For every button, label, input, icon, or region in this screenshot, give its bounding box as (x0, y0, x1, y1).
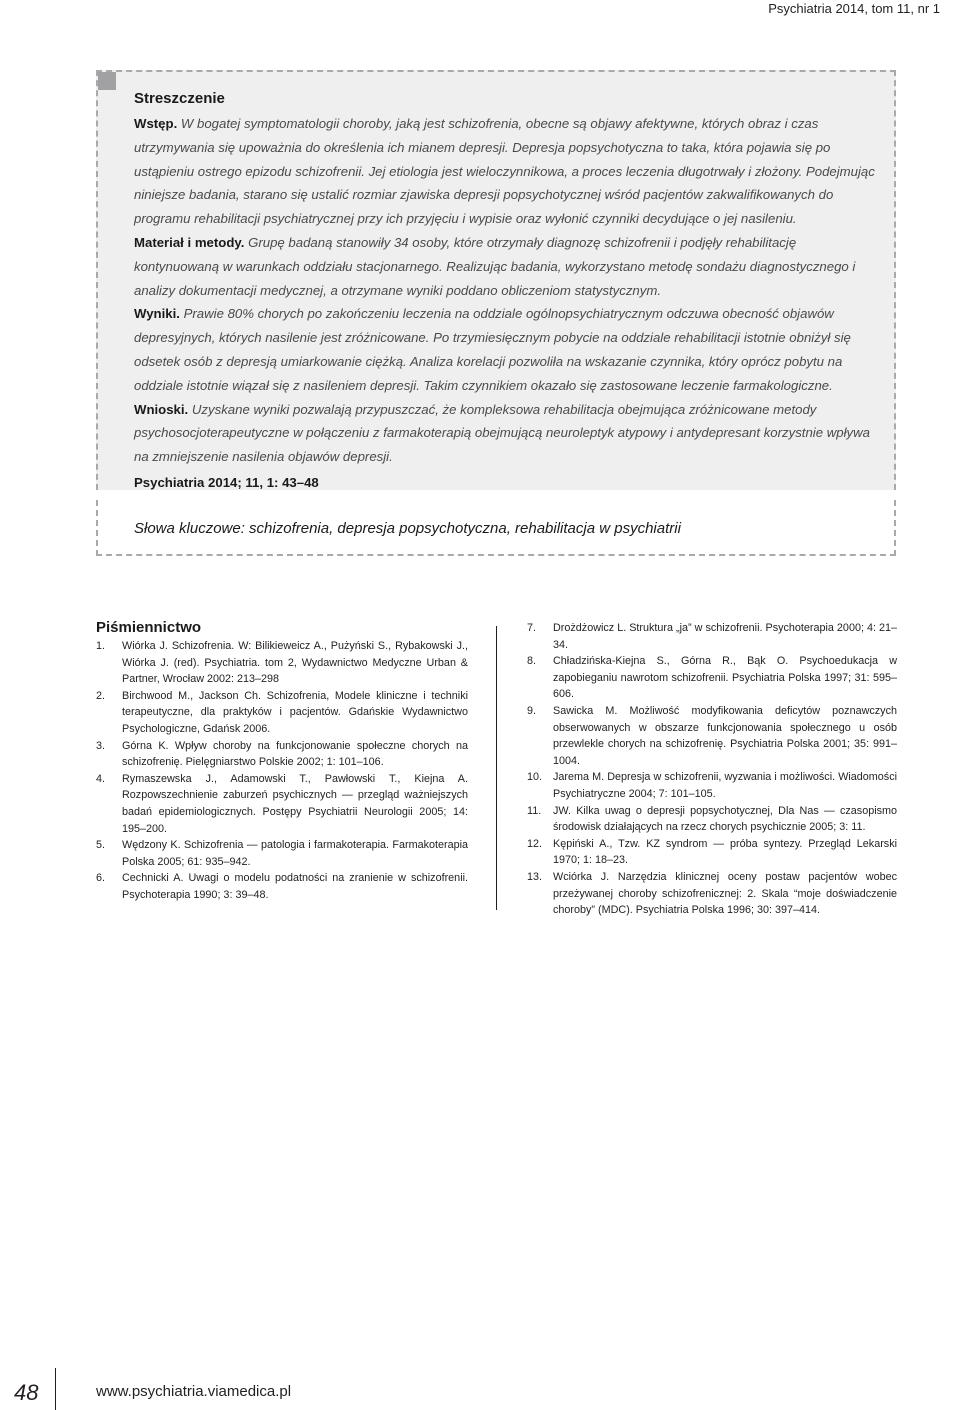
conclusions-label: Wnioski. (134, 401, 189, 417)
reference-item (527, 769, 897, 802)
reference-text: Jarema M. Depresja w schizofrenii, wyzwania i możliwości. Wiadomości Psychiatryczne 2004; 7: 101–105. (553, 771, 897, 800)
abstract-conclusions (134, 398, 882, 469)
references-title: Piśmiennictwo (96, 619, 202, 636)
abstract-content (134, 88, 882, 495)
reference-text: Rymaszewska J., Adamowski T., Pawłowski T., Kiejna A. Rozpowszechnienie zaburzeń psychicznych — przegląd ważniejszych badań epidemiologicznych. Postępy Psychiatrii Neurologii 2005; 14: 195–200. (122, 772, 468, 835)
page-number: 48 (14, 1380, 39, 1405)
reference-number: 10. (527, 771, 543, 784)
reference-item (527, 869, 897, 919)
reference-number: 2. (96, 689, 106, 702)
methods-label: Materiał i metody. (134, 234, 245, 250)
reference-number: 4. (96, 772, 106, 785)
reference-number: 7. (527, 622, 537, 634)
conclusions-text: Uzyskane wyniki pozwalają przypuszczać, że kompleksowa rehabilitacja obejmująca zróżnicowane metody psychosocjoterapeutyczne w połączeniu z farmakoterapią obejmującą neuroleptyk atypowy i antydepresant korzystnie wpływa na zmniejszenie nasilenia objawów depresji. (134, 401, 870, 465)
reference-item (96, 638, 468, 688)
keywords-box (96, 500, 896, 556)
references-right-column (527, 620, 897, 919)
reference-text: Kępiński A., Tzw. KZ syndrom — próba syntezy. Przegląd Lekarski 1970; 1: 18–23. (553, 837, 897, 867)
reference-number: 11. (527, 804, 542, 817)
reference-text: Wciórka J. Narzędzia klinicznej oceny postaw pacjentów wobec przeżywanej choroby schizofrenicznej: 2. Skala “moje doświadczenie choroby” (MDC). Psychiatria Polska 1996; 30: 397–414. (553, 870, 897, 917)
column-divider (496, 626, 497, 910)
reference-text: Birchwood M., Jackson Ch. Schizofrenia, Modele kliniczne i techniki terapeutyczne, dla praktyków i pacjentów. Gdańskie Wydawnictwo Psychologiczne, Gdańsk 2006. (122, 689, 468, 735)
footer-url[interactable]: www.psychiatria.viamedica.pl (96, 1383, 292, 1400)
abstract-methods (134, 231, 882, 302)
methods-text: Grupę badaną stanowiły 34 osoby, które otrzymały diagnozę schizofrenii i podjęły rehabilitację kontynuowaną w warunkach oddziału stacjonarnego. Realizując badania, wykorzystano metodę sondażu diagnostycznego i analizy dokumentacji medycznej, a otrzymane wyniki poddano obliczeniom statystycznym. (134, 234, 856, 298)
reference-text: Drożdżowicz L. Struktura „ja” w schizofrenii. Psychoterapia 2000; 4: 21–34. (553, 622, 897, 651)
references-left-column (96, 638, 468, 904)
reference-item (527, 836, 897, 869)
reference-text: Sawicka M. Możliwość modyfikowania deficytów poznawczych obserwowanych w obszarze funkcjonowania społecznego u osób przewlekle chorych na schizofrenię. Psychiatria Polska 2001; 35: 991–1004. (553, 704, 897, 767)
running-header: Psychiatria 2014, tom 11, nr 1 (768, 1, 940, 16)
reference-number: 6. (96, 872, 106, 885)
reference-number: 12. (527, 837, 543, 850)
reference-text: Cechnicki A. Uwagi o modelu podatności na zranienie w schizofrenii. Psychoterapia 1990; 3: 39–48. (122, 872, 468, 901)
reference-item (527, 703, 897, 769)
reference-number: 9. (527, 704, 537, 717)
reference-item (527, 803, 897, 836)
reference-item (527, 653, 897, 703)
keywords: Słowa kluczowe: schizofrenia, depresja popsychotyczna, rehabilitacja w psychiatrii (134, 520, 681, 537)
corner-square-decoration (98, 72, 116, 90)
reference-text: Chładzińska-Kiejna S., Górna R., Bąk O. Psychoedukacja w zapobieganiu nawrotom schizofrenii. Psychiatria Polska 1997; 31: 595–606. (553, 655, 897, 701)
abstract-results (134, 302, 882, 397)
reference-number: 3. (96, 739, 106, 752)
reference-item (96, 837, 468, 870)
reference-item (527, 620, 897, 653)
abstract-box (96, 70, 896, 490)
abstract-intro (134, 112, 882, 231)
reference-text: Górna K. Wpływ choroby na funkcjonowanie społeczne chorych na schizofrenię. Pielęgniarstwo Polskie 2002; 1: 101–106. (122, 739, 468, 769)
reference-number: 5. (96, 839, 106, 852)
abstract-title: Streszczenie (134, 90, 225, 107)
results-label: Wyniki. (134, 306, 180, 322)
footer-divider (55, 1368, 56, 1410)
reference-item (96, 771, 468, 837)
reference-number: 8. (527, 655, 537, 668)
results-text: Prawie 80% chorych po zakończeniu leczenia na oddziale ogólnopsychiatrycznym odczuwa obecność objawów depresyjnych, których nasilenie jest zróżnicowane. Po trzymiesięcznym pobycie na oddziale rehabilitacji istotnie obniżył się odsetek osób z depresją umiarkowanie ciężką. Analiza korelacji pozwoliła na wskazanie czynnika, który oprócz pobytu na oddziale istotnie wiązał się z nasileniem depresji. Takim czynnikiem okazało się zastosowane leczenie farmakologiczne. (134, 306, 851, 393)
abstract-citation: Psychiatria 2014; 11, 1: 43–48 (134, 474, 319, 490)
reference-item (96, 688, 468, 738)
reference-item (96, 870, 468, 903)
reference-text: JW. Kilka uwag o depresji popsychotycznej, Dla Nas — czasopismo środowisk działających na rzecz chorych psychicznie 2005; 3: 11. (553, 804, 897, 834)
reference-text: Wiórka J. Schizofrenia. W: Bilikieweicz A., Pużyński S., Rybakowski J., Wiórka J. (red). Psychiatria. tom 2, Wydawnictwo Medyczne Urban & Partner, Wrocław 2002: 213–298 (122, 640, 468, 686)
reference-text: Wędzony K. Schizofrenia — patologia i farmakoterapia. Farmakoterapia Polska 2005; 61: 935–942. (122, 839, 468, 868)
reference-number: 1. (96, 640, 106, 652)
reference-number: 13. (527, 870, 543, 883)
intro-text: W bogatej symptomatologii choroby, jaką jest schizofrenia, obecne są objawy afektywne, których obraz i czas utrzymywania się upoważnia do określenia ich mianem depresji. Depresja popsychotyczna to taka, która pojawia się po ustąpieniu ostrego epizodu schizofrenii. Jej etiologia jest wieloczynnikowa, a proces leczenia długotrwały i złożony. Podejmując niniejsze badania, starano się ustalić rozmiar zjawiska depresji popsychotycznej wśród pacjentów zakwalifikowanych do programu rehabilitacji psychiatrycznej przy ich przyjęciu i wypisie oraz wyłonić czynniki decydujące o jej nasileniu. (134, 116, 875, 227)
reference-item (96, 738, 468, 771)
intro-label: Wstęp. (134, 116, 178, 131)
